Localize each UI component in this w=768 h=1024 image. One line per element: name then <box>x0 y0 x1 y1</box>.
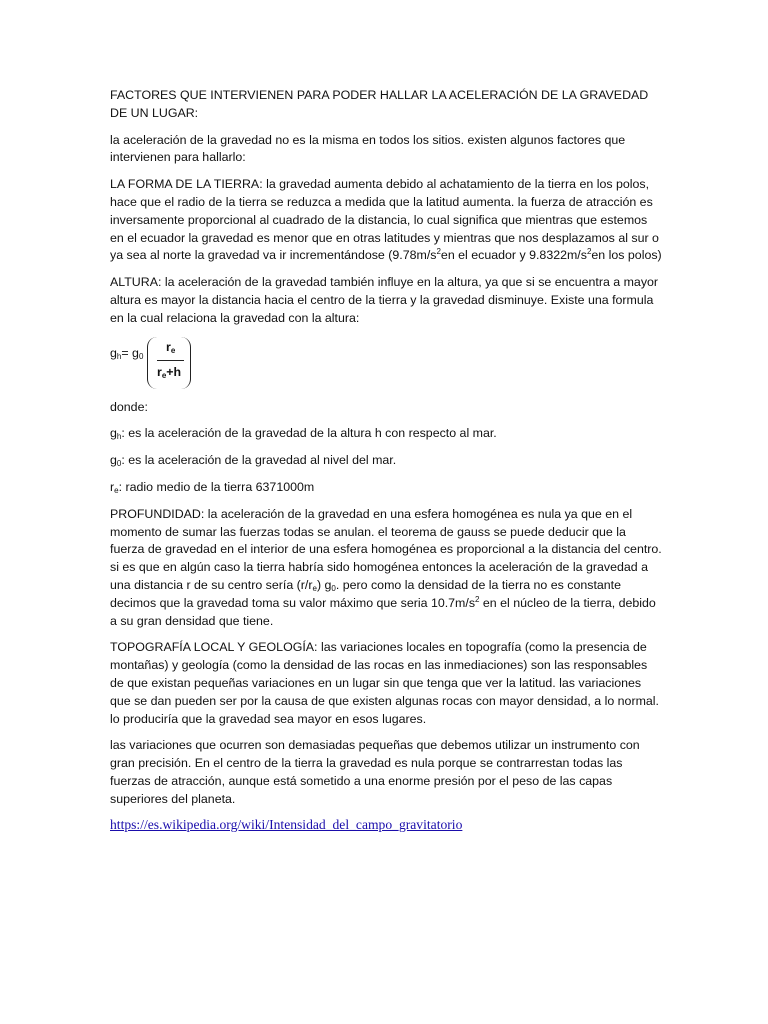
altura-heading: ALTURA: <box>110 275 162 290</box>
formula-numerator: $r_e$ <box>166 339 176 355</box>
topografia-paragraph <box>110 639 662 728</box>
altura-paragraph <box>110 274 662 327</box>
formula-denominator: $r_e+h$ <box>157 364 182 380</box>
forma-tierra-text-c: en los polos) <box>591 248 662 263</box>
profundidad-heading: PROFUNDIDAD: <box>110 506 205 521</box>
definition-g0: $g_0$: es la aceleración de la gravedad al nivel del mar. <box>110 453 397 469</box>
donde-label: donde: <box>110 399 148 414</box>
closing-paragraph: las variaciones que ocurren son demasiadas pequeñas que debemos utilizar un instrumento con gran precisión. En el centro de la tierra la gravedad es nula porque se contrarrestan todas las fuerzas de atracción, aunque está sometido a una enorme presión por el peso de las capas superiores del planeta. <box>110 738 640 806</box>
superscript-2: 2 <box>436 247 441 257</box>
forma-tierra-heading: LA FORMA DE LA TIERRA: <box>110 177 263 192</box>
fraction-line <box>157 360 184 361</box>
topografia-text: las variaciones locales en topografía (como la presencia de montañas) y geología (como la densidad de las rocas en las inmediaciones) son las responsables de que existan pequeñas variaciones en un lugar sin que tenga que ver la latitud. las variaciones que se dan pueden ser por la causa de que existen algunas rocas con mayor densidad, a lo normal. lo produciría que la gravedad sea mayor en esos lugares. <box>110 640 659 726</box>
topografia-heading: TOPOGRAFÍA LOCAL Y GEOLOGÍA: <box>110 640 318 655</box>
definition-gh: $g_h$: es la aceleración de la gravedad de la altura h con respecto al mar. <box>110 426 497 442</box>
altura-text: la aceleración de la gravedad también influye en la altura, ya que si se encuentra a mayor altura es mayor la distancia hacia el centro de la tierra y la gravedad disminuye. Existe una formula en la cual relaciona la gravedad con la altura: <box>110 275 659 325</box>
gravity-height-formula <box>110 337 662 391</box>
wikipedia-link[interactable]: https://es.wikipedia.org/wiki/Intensidad_del_campo_gravitatorio <box>110 816 463 832</box>
document-page <box>110 87 662 833</box>
forma-tierra-text-b: en el ecuador y 9.8322m/s <box>440 248 587 263</box>
definition-re: $r_e$: radio medio de la tierra 6371000m <box>110 479 315 495</box>
forma-tierra-text-a: la gravedad aumenta debido al achatamiento de la tierra en los polos, hace que el radio de la tierra se reduzca a medida que la latitud aumenta. la fuerza de atracción es inversamente proporcional al cuadrado de la distancia, lo cual significa que mientras que estemos en el ecuador la gravedad es menor que en otras latitudes y mientras que nos desplazamos al sur o ya sea al norte la gravedad va ir incrementándose (9.78m/s <box>110 177 659 263</box>
profundidad-paragraph: PROFUNDIDAD: la aceleración de la gravedad en una esfera homogénea es nula ya que en el momento de sumar las fuerzas todas se anulan. el teorema de gauss se puede deducir que la fuerza de gravedad en el interior de una esfera homogénea es proporcional a la distancia del centro. si es que en algún caso la tierra habría sido homogénea entonces la aceleración de la gravedad a una distancia r de su centro sería $(r/r_e)$ $g_0$. pero como la densidad de la tierra no es constante decimos que la gravedad toma su valor máximo que seria $10.7m/s^2$ en el núcleo de la tierra, debido a su gran densidad que tiene. <box>110 506 662 628</box>
formula-lhs: $g_h= g_0$ <box>110 345 144 361</box>
document-title: FACTORES QUE INTERVIENEN PARA PODER HALLAR LA ACELERACIÓN DE LA GRAVEDAD DE UN LUGAR: <box>110 88 649 120</box>
superscript-2: 2 <box>586 247 592 257</box>
forma-tierra-paragraph <box>110 176 662 265</box>
intro-paragraph: la aceleración de la gravedad no es la misma en todos los sitios. existen algunos factores que intervienen para hallarlo: <box>110 132 626 165</box>
